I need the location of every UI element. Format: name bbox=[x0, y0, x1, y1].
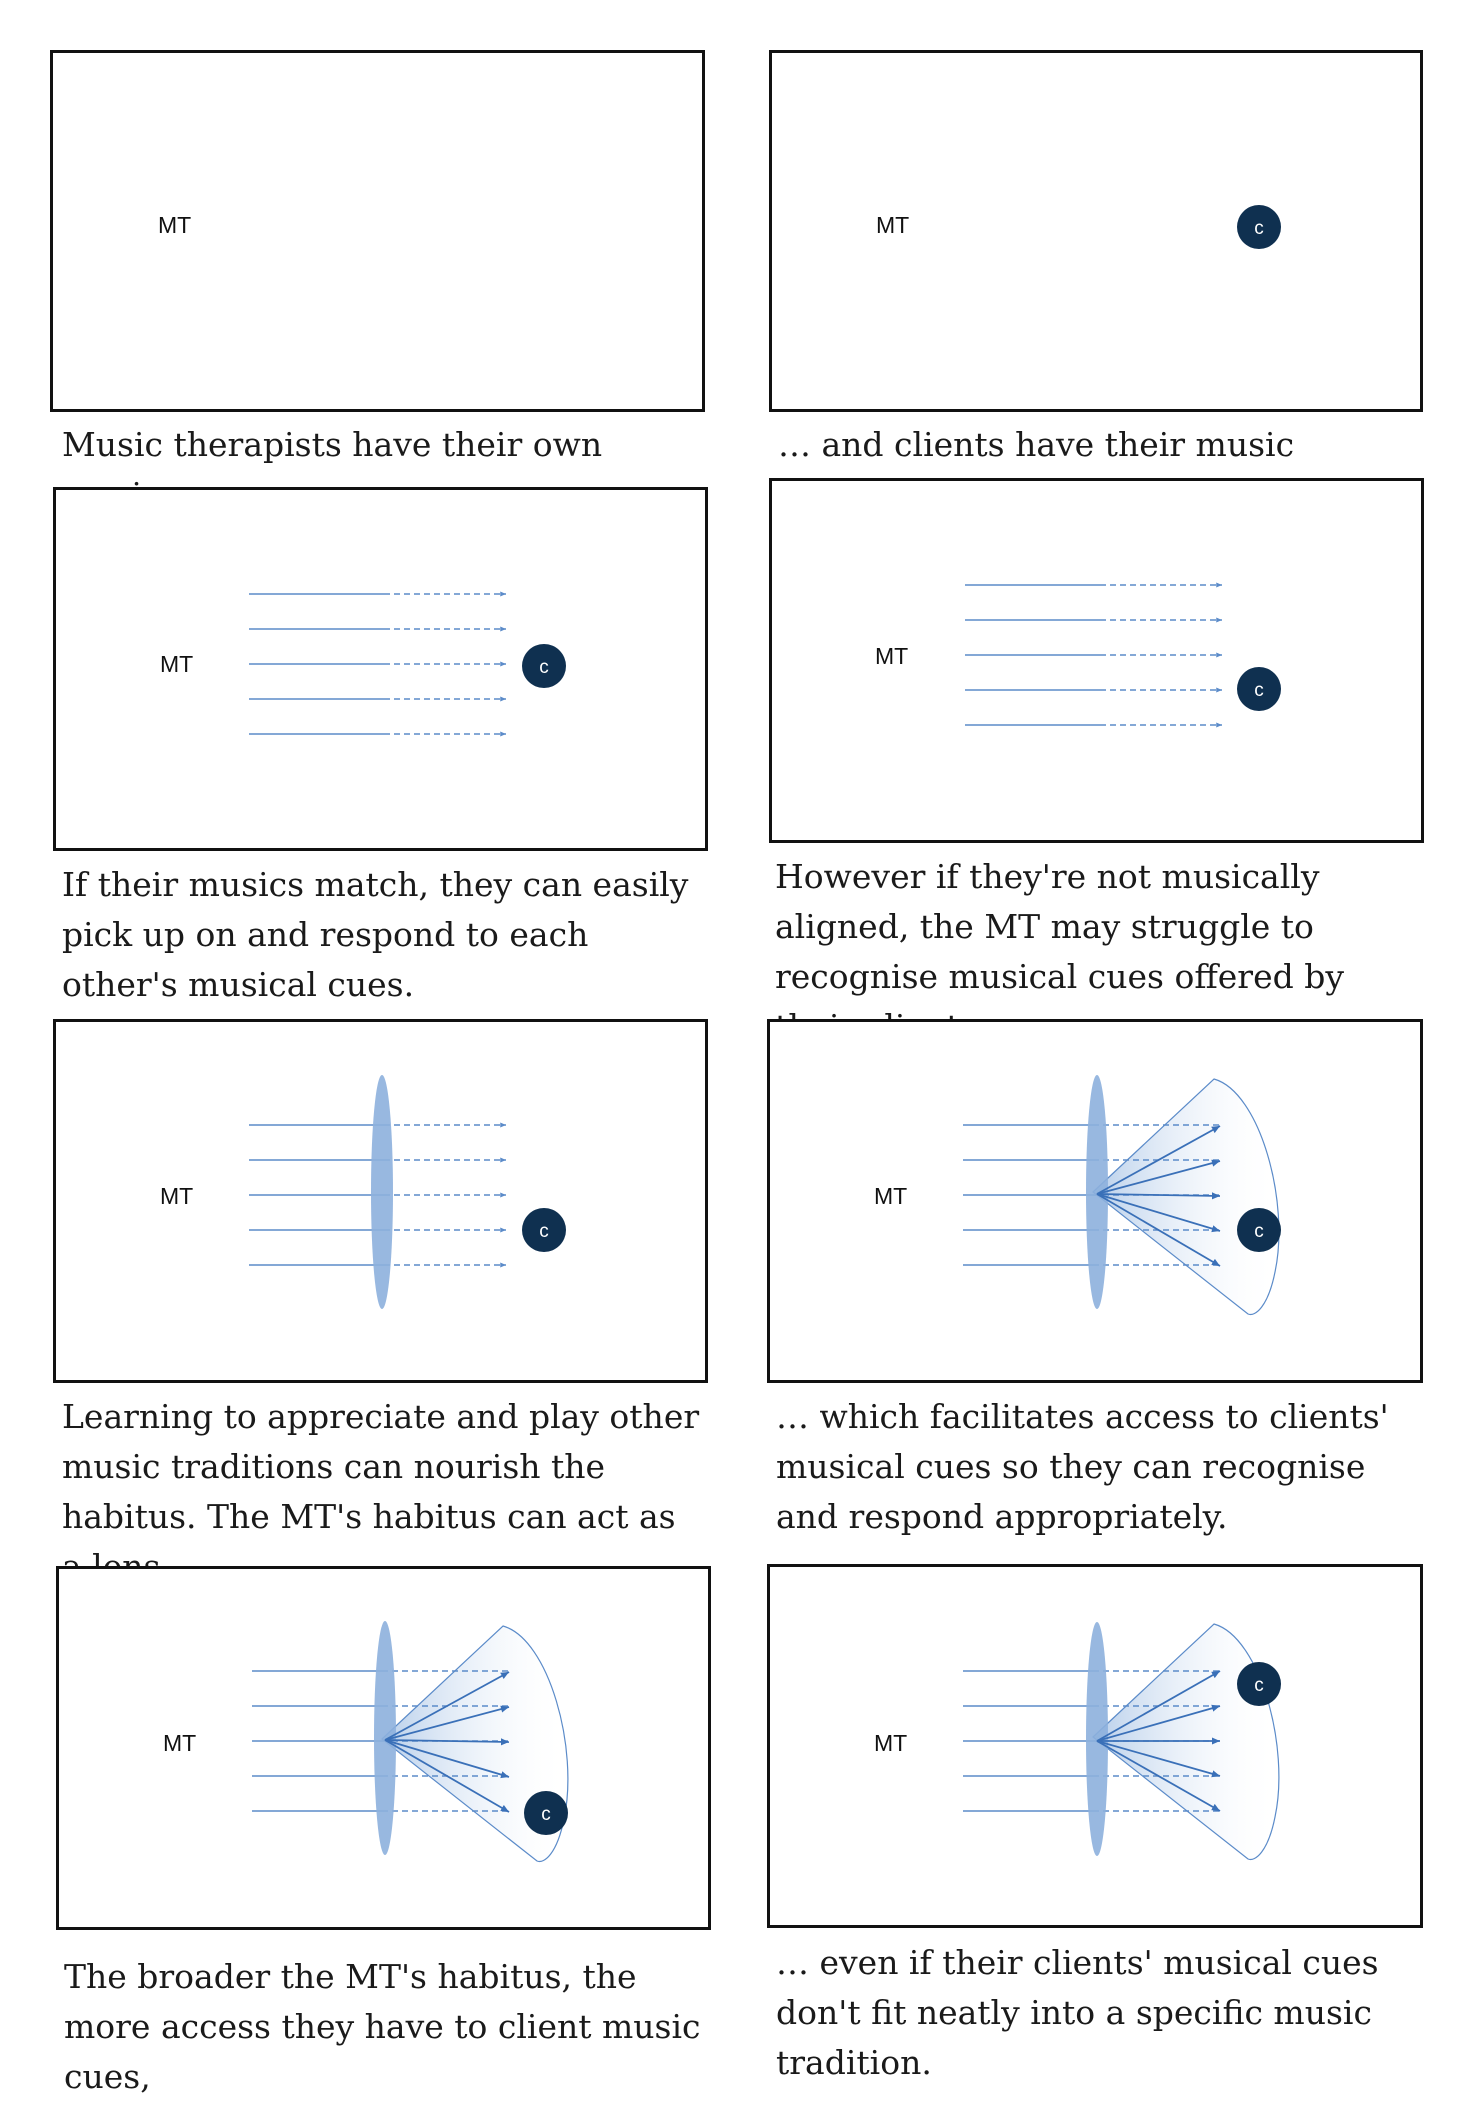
therapist-label: MT bbox=[875, 643, 909, 669]
client-label: c bbox=[1254, 680, 1264, 701]
therapist-label: MT bbox=[874, 1183, 908, 1209]
caption-8: … even if their clients' musical cues don't fit neatly into a specific music tradition. bbox=[776, 1943, 1379, 2082]
panel-2 bbox=[769, 50, 1423, 412]
caption-1: Music therapists have their own bbox=[62, 425, 603, 464]
therapist-label: MT bbox=[163, 1730, 197, 1756]
therapist-label: MT bbox=[158, 212, 192, 238]
panel-5 bbox=[53, 1019, 708, 1383]
cue-lines bbox=[249, 594, 506, 734]
panel-5-canvas bbox=[56, 1022, 705, 1380]
cue-lines bbox=[965, 585, 1222, 725]
panel-4-canvas bbox=[772, 481, 1421, 840]
client-label: c bbox=[1254, 1675, 1264, 1696]
habitus-lens bbox=[371, 1075, 393, 1309]
caption-6: … which facilitates access to clients' musical cues so they can recognise and respond appropriately. bbox=[776, 1397, 1389, 1536]
panel-7 bbox=[56, 1566, 711, 1930]
panel-3 bbox=[53, 487, 708, 851]
panel-4 bbox=[769, 478, 1424, 843]
client-label: c bbox=[539, 657, 549, 678]
caption-7: The broader the MT's habitus, the more access they have to client music cues, bbox=[64, 1957, 701, 2096]
therapist-label: MT bbox=[160, 1183, 194, 1209]
therapist-label: MT bbox=[874, 1730, 908, 1756]
panel-6-canvas bbox=[770, 1022, 1420, 1380]
caption-3: If their musics match, they can easily pick up on and respond to each other's musical cues. bbox=[62, 865, 689, 1004]
therapist-label: MT bbox=[160, 651, 194, 677]
panel-6 bbox=[767, 1019, 1423, 1383]
client-label: c bbox=[539, 1221, 549, 1242]
panel-7-canvas bbox=[59, 1569, 708, 1927]
panel-2-canvas bbox=[772, 53, 1420, 409]
therapist-label: MT bbox=[876, 212, 910, 238]
panel-1-canvas bbox=[53, 53, 702, 409]
panel-3-canvas bbox=[56, 490, 705, 848]
access-fan bbox=[1093, 1079, 1279, 1315]
caption-4: However if they're not musically aligned, the MT may struggle to recognise musical cues offered by bbox=[775, 857, 1344, 996]
client-label: c bbox=[1254, 1221, 1264, 1242]
client-label: c bbox=[541, 1804, 551, 1825]
client-label: c bbox=[1254, 218, 1264, 239]
caption-2: … and clients have their music bbox=[778, 425, 1295, 464]
panel-8-canvas bbox=[770, 1567, 1420, 1925]
panel-1 bbox=[50, 50, 705, 412]
caption-5: Learning to appreciate and play other music traditions can nourish the habitus. The MT's habitus can act as bbox=[62, 1397, 700, 1536]
panel-8 bbox=[767, 1564, 1423, 1928]
